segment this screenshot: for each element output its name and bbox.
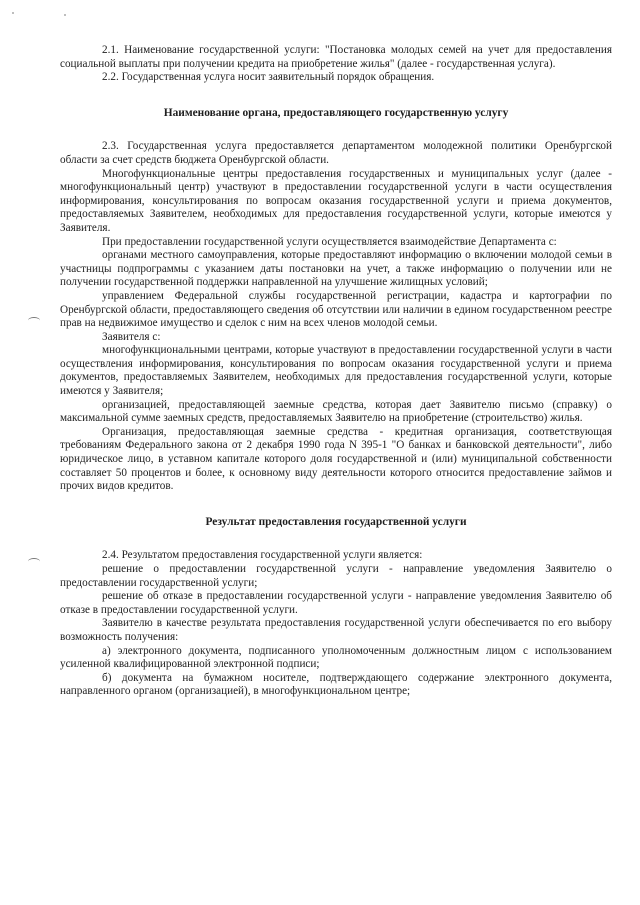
- margin-mark: [28, 558, 40, 565]
- paragraph-option-a: а) электронного документа, подписанного уполномоченным должностным лицом с использованием усиленной квалифицированной электронной подписи;: [60, 644, 612, 671]
- paragraph-result-choice: Заявителю в качестве результата предоставления государственной услуги обеспечивается по его выбору возможность получения:: [60, 617, 612, 643]
- paragraph-decision-grant: решение о предоставлении государственной услуги - направление уведомления Заявителю о предоставлении государственной услуги;: [60, 563, 612, 589]
- section-2-2: 2.2. Государственная услуга носит заявительный порядок обращения.: [102, 71, 435, 84]
- paragraph-local-government: органами местного самоуправления, которые предоставляют информацию о включении молодой семьи в участницы подпрограммы с указанием даты постановки на учет, а также информацию о получении или не получении государственной поддержки направленной на улучшение жилищных условий;: [60, 249, 612, 289]
- paragraph-option-b: б) документа на бумажном носителе, подтверждающего содержание электронного документа, направленного органом (организацией), в многофункциональном центре;: [60, 671, 612, 698]
- paragraph-mfc: Многофункциональные центры предоставления государственных и муниципальных услуг (далее - многофункциональный центр) участвуют в предоставлении государственной услуги в части осуществления информирования, консультирования по вопросам оказания государственной услуги и приема документов, предоставляемых Заявителем, необходимых для предоставления государственной услуги, которые имеются у Заявителя.: [60, 167, 612, 234]
- paragraph-interaction: При предоставлении государственной услуги осуществляется взаимодействие Департамента с:: [102, 235, 557, 248]
- margin-mark: [28, 317, 40, 324]
- document-body: [60, 44, 612, 699]
- paragraph-decision-refusal: решение об отказе в предоставлении государственной услуги - направление уведомления Заявителю об отказе в предоставлении государственной услуги.: [60, 590, 612, 616]
- section-2-3: 2.3. Государственная услуга предоставляется департаментом молодежной политики Оренбургской области за счет средств бюджета Оренбургской области.: [60, 140, 612, 166]
- section-2-4: 2.4. Результатом предоставления государственной услуги является:: [102, 549, 423, 562]
- paragraph-applicant: Заявителя с:: [102, 330, 161, 343]
- heading-result: Результат предоставления государственной услуги: [205, 515, 467, 528]
- paragraph-lending-organization: организацией, предоставляющей заемные средства, которая дает Заявителю письмо (справку) о максимальной сумме заемных средств, предоставляемых Заявителю на приобретение (строительство) жилья.: [60, 398, 612, 425]
- scan-speck: [64, 14, 66, 16]
- heading-organ: Наименование органа, предоставляющего государственную услугу: [163, 106, 509, 119]
- paragraph-mfc-applicant: многофункциональными центрами, которые участвуют в предоставлении государственной услуги в части осуществления информирования, консультирования по вопросам оказания государственной услуги и приема документов, предоставляемых Заявителем, необходимых для предоставления государственной услуги, которые имеются у Заявителя;: [60, 344, 612, 398]
- section-2-1: 2.1. Наименование государственной услуги: "Постановка молодых семей на учет для предоставления социальной выплаты при получении кредита на приобретение жилья" (далее - государственная услуга).: [60, 44, 612, 70]
- paragraph-rosreestr: управлением Федеральной службы государственной регистрации, кадастра и картографии по Оренбургской области, предоставляющего сведения об отсутствии или наличии в едином государственном реестре прав на недвижимое имущество и сделок с ним на всех членов молодой семьи.: [60, 289, 612, 330]
- paragraph-organization-definition: Организация, предоставляющая заемные средства - кредитная организация, соответствующая требованиям Федерального закона от 2 декабря 1990 года N 395-1 "О банках и банковской деятельности", либо юридическое лицо, в уставном капитале которого доля государственной и (или) муниципальной собственности составляет 50 процентов и более, к основному виду деятельности которого относится предоставление займов и прочих видов кредитов.: [60, 425, 612, 493]
- scan-speck: [12, 12, 14, 14]
